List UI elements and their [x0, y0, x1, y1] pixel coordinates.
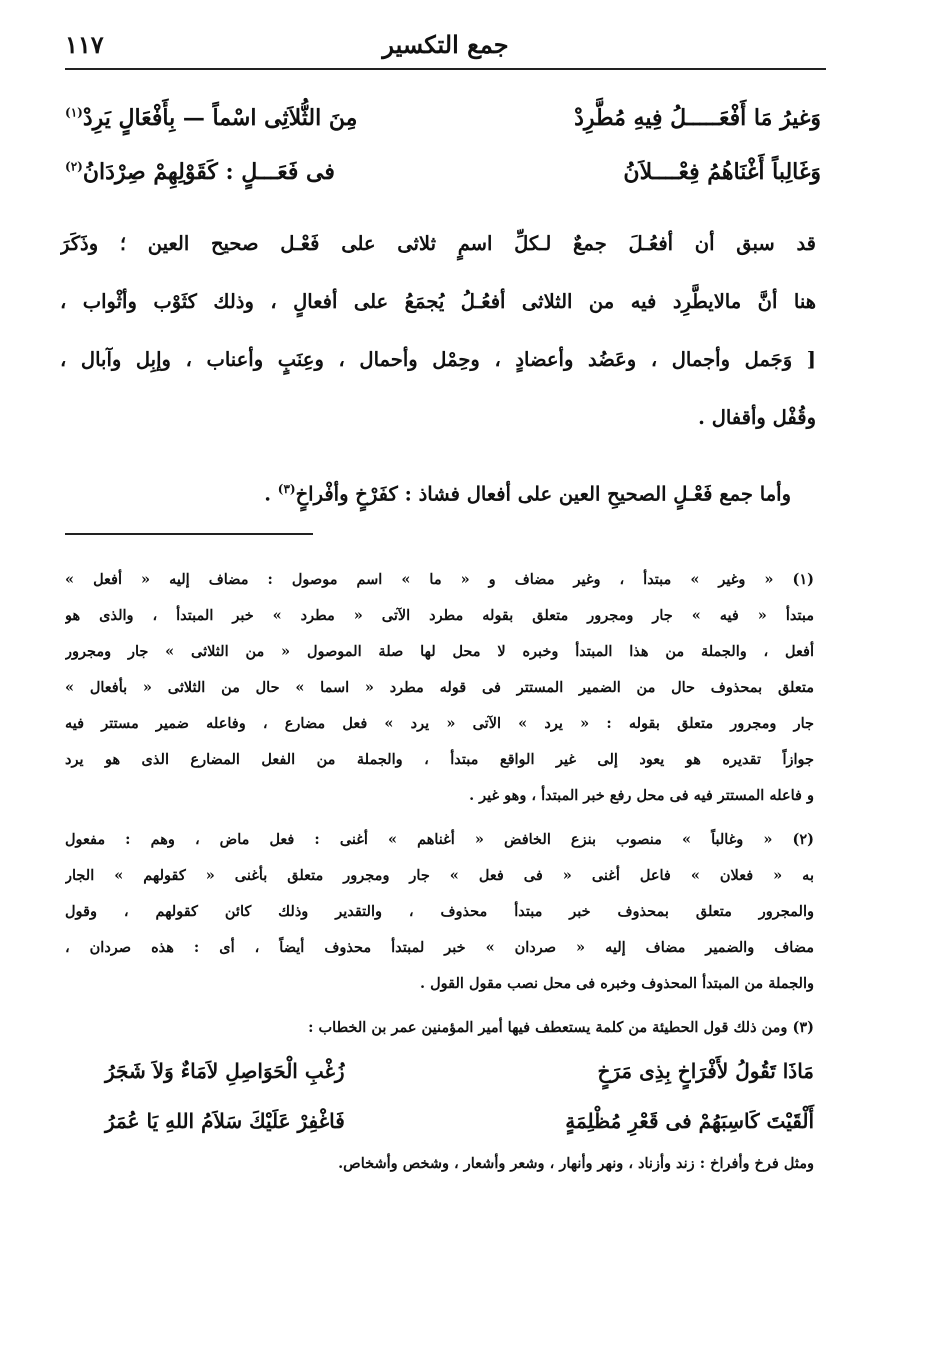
verse-hemistich-first: وَغيرُ مَا أَفْعَـــــلُ فِيهِ مُطَّرِدْ: [574, 105, 821, 131]
verse-hemistich-second: مِنَ الثُّلاَثِى اسْماً — بِأَفْعَالٍ يَرِدْ: [82, 105, 358, 131]
verse-hemistich-second: فى فَعَـــلٍ : كَقَوْلِهِمْ صِرْدَانُ: [82, 159, 335, 185]
footnote-line: به « فعلان » فاعل أغنى « فى فعل » جار ومجرور متعلق بأغنى « كقولهم » الجار: [65, 867, 814, 884]
footnote-marker: (٢): [65, 159, 83, 174]
footnote-line: جوازاً تقديره هو يعود إلى غير الواقع مبتدأ ، والجملة من الفعل المضارع الذى هو يرد: [65, 751, 814, 768]
footnote-line: أفعل ، والجملة من هذا المبتدأ وخبره لا محل لها صلة الموصول « من الثلاثى » جار ومجرور: [65, 643, 814, 660]
footnote-line: (٢) « وغالباً » منصوب بنزع الخافض « أغناهم » أغنى : فعل ماض ، وهم : مفعول: [65, 831, 814, 848]
footnote-line: والجملة من المبتدأ المحذوف وخبره فى محل نصب مقول القول .: [420, 975, 814, 992]
paragraph-text: وأما جمع فَعْـلٍ الصحيحِ العين على أفعال فشاذ : كفَرْخٍ وأفْراخٍ: [295, 482, 791, 506]
footnote-line: جار ومجرور متعلق بقوله : « يرد » الآتى « يرد » فعل مضارع ، وفاعله ضمير مستتر فيه: [65, 715, 814, 732]
page-number: ١١٧: [65, 30, 104, 59]
poem-line: [65, 1046, 814, 1096]
poem-line: [65, 1096, 814, 1146]
footnote-line: و فاعله المستتر فيه فى محل رفع خبر المبتدأ ، وهو غير .: [469, 787, 814, 804]
footnote-marker: (٣): [277, 482, 296, 496]
verse-hemistich-first: وَغَالِباً أَغْنَاهُمُ فِعْــــلاَنُ: [623, 159, 821, 185]
verse-line: [65, 98, 821, 138]
footnote-line: مضاف والضمير مضاف إليه « صردان » خبر لمبتدأ محذوف أيضاً ، أى : هذه صردان ،: [65, 939, 814, 956]
footnote-line: مبتدأ « فيه » جار ومجرور متعلق بقوله مطرد الآتى « مطرد » خبر المبتدأ ، والذى هو: [65, 607, 814, 624]
paragraph-line: [ وَجَمل وأجمال ، وعَضُد وأعضادٍ ، وحِمْل وأحمال ، وعِنَبٍ وأعناب ، وإبِل وآبال ،: [60, 348, 816, 371]
commentary-paragraph-2: [60, 460, 791, 518]
poem-hemistich-second: فَاغْفِرْ عَلَيْكَ سَلاَمُ اللهِ يَا عُمَرُ: [105, 1109, 345, 1133]
paragraph-line: وقُفْل وأقفال .: [698, 406, 816, 429]
paragraph-end: .: [264, 482, 278, 506]
footnotes: [65, 562, 814, 1182]
poem-hemistich-second: زُغْبِ الْحَوَاصِلِ لاَمَاءٌ وَلاَ شَجَرُ: [105, 1059, 345, 1083]
commentary-paragraph: [60, 215, 816, 447]
paragraph-line: هنا أنَّ مالايطَّرِد فيه من الثلاثى أفعُـلُ يُجمَعُ على أفعالٍ ، وذلك كثَوْب وأثْواب ،: [60, 290, 816, 313]
footnote-line: متعلق بمحذوف حال من الضمير المستتر فى قوله مطرد « اسما » حال من الثلاثى « بأفعال »: [65, 679, 814, 696]
footnote-line: والمجرور متعلق بمحذوف خبر مبتدأ محذوف ، والتقدير وذلك كائن كقولهم ، وقول: [65, 903, 814, 920]
verse-line: [65, 152, 821, 192]
chapter-title: جمع التكسير: [382, 30, 509, 59]
paragraph-line: [60, 460, 791, 518]
footnote-line: (١) « وغير » مبتدأ ، وغير مضاف و « ما » اسم موصول : مضاف إليه « أفعل »: [65, 571, 814, 588]
paragraph-line: قد سبق أن أفعُـلَ جمعٌ لـكلِّ اسمٍ ثلاثى على فَعْـل صحيح العين ؛ وذَكَرَ: [60, 232, 816, 255]
footnote-line: (٣) ومن ذلك قول الحطيئة من كلمة يستعطف فيها أمير المؤمنين عمر بن الخطاب :: [308, 1019, 814, 1036]
page-header: [65, 28, 826, 70]
poem-hemistich-first: مَاذَا تَقُولُ لأَفْرَاخٍ بِذِى مَرَخٍ: [597, 1059, 814, 1083]
footnote-line: ومثل فرخ وأفراخ : زند وأزناد ، ونهر وأنهار ، وشعر وأشعار ، وشخص وأشخاص.: [338, 1155, 814, 1172]
poem-hemistich-first: أَلْقَيْتَ كَاسِبَهُمْ فى قَعْرِ مُظْلِمَةٍ: [565, 1109, 814, 1133]
footnote-divider: [65, 533, 313, 535]
footnote-marker: (١): [65, 105, 83, 120]
